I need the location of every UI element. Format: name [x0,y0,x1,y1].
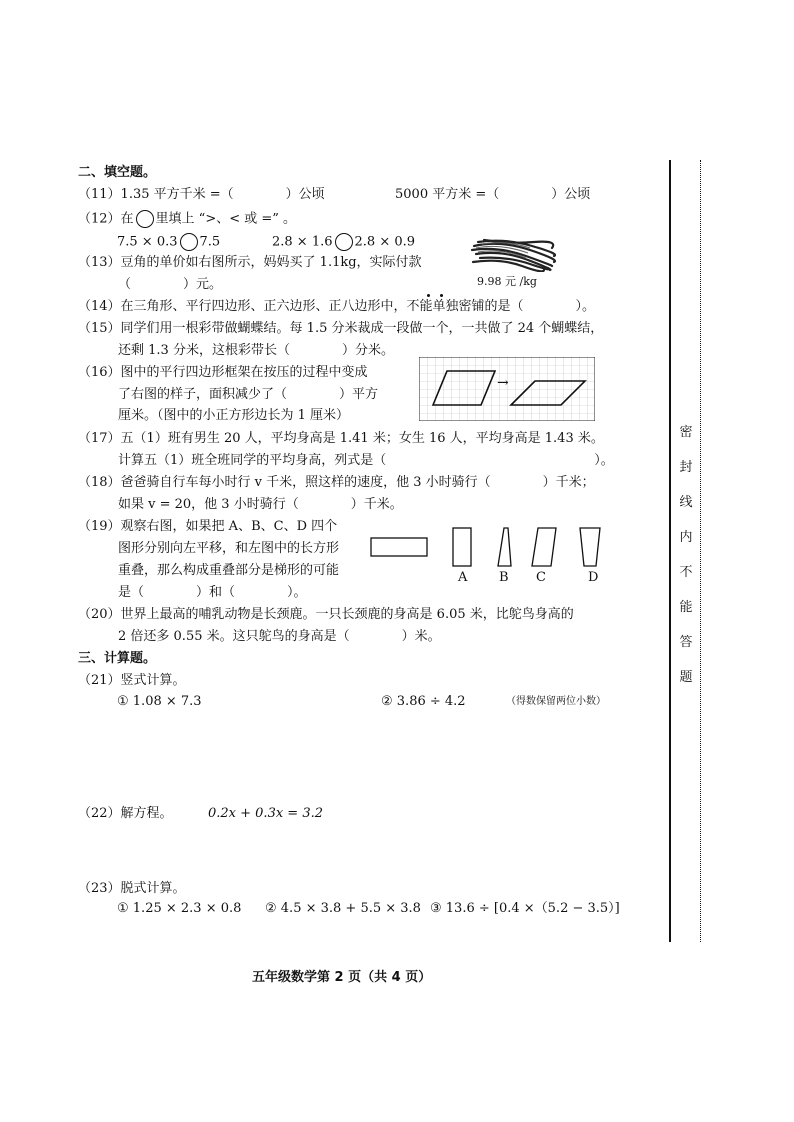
shape-a [453,528,471,566]
q12-expr-2 [272,233,415,252]
q19-line-2: 图形分别向左平移，和左图中的长方形 [118,541,340,556]
emphasis-dot [427,294,430,297]
q12-suffix: 里填上 “>、< 或 =” 。 [155,211,297,227]
q12-e1-right: 7.5 [199,234,221,250]
seal-dotted-line [700,160,701,942]
seal-solid-line [669,160,671,942]
emphasis-dot [440,294,443,297]
q23-a: ① 1.25 × 2.3 × 0.8 [117,901,242,916]
shape-label-c: C [536,570,546,585]
q12-e2-right: 2.8 × 0.9 [354,234,416,250]
shape-b [498,528,511,566]
shape-label-b: B [499,570,509,585]
compare-circle-1[interactable] [180,233,198,251]
q15-line-2: 还剩 1.3 分米，这根彩带长（ ）分米。 [118,343,394,358]
q16-line-2: 了右图的样子，面积减少了（ ）平方 [118,387,379,402]
q11-part-a: （11）1.35 平方千米 =（ ）公顷 [78,187,325,202]
q12-e2-left: 2.8 × 1.6 [272,234,333,250]
q22-equation: 0.2x + 0.3x = 3.2 [208,806,324,821]
seal-char: 内 [679,530,693,545]
q21-a: ① 1.08 × 7.3 [117,694,202,709]
shape-d [580,528,600,566]
seal-char: 能 [679,600,693,615]
q18-line-1: （18）爸爸骑自行车每小时行 v 千米，照这样的速度，他 3 小时骑行（ ）千米； [78,475,595,490]
shape-c [532,528,556,566]
q16-line-1: （16）图中的平行四边形框架在按压的过程中变成 [78,365,368,380]
circle-icon [136,210,154,228]
reference-rectangle [371,538,427,556]
seal-char: 答 [679,635,693,650]
shape-label-d: D [588,570,599,585]
q19-line-4: 是（ ）和（ ）。 [118,585,307,600]
q23-b: ② 4.5 × 3.8 + 5.5 × 3.8 [265,901,421,916]
q22-title: （22）解方程。 [78,806,173,821]
q17-line-1: （17）五（1）班有男生 20 人，平均身高是 1.41 米；女生 16 人，平均身高是 1.43 米。 [78,431,604,446]
q12-prefix: （12）在 [78,211,134,227]
bean-price-label: 9.98 元 /kg [477,275,537,288]
q21-b: ② 3.86 ÷ 4.2 [381,694,466,709]
q12-line [78,210,296,229]
q16-line-3: 厘米。（图中的小正方形边长为 1 厘米） [118,408,350,423]
arrow-icon: → [497,375,509,391]
seal-char: 线 [679,495,693,510]
q18-line-2: 如果 v = 20，他 3 小时骑行（ ）千米。 [118,497,403,512]
green-beans-image [470,236,556,272]
translation-shapes-figure [368,524,612,570]
q12-expr-1 [117,233,220,252]
seal-char: 密 [679,425,693,440]
seal-char: 题 [679,670,693,685]
seal-char: 不 [679,565,693,580]
seal-char: 封 [679,460,693,475]
q11-part-b: 5000 平方米 =（ ）公顷 [395,187,591,202]
shape-label-a: A [458,570,468,585]
q23-title: （23）脱式计算。 [78,881,186,896]
q21-rounding-note: （得数保留两位小数） [506,696,606,707]
q13-line-1: （13）豆角的单价如右图所示，妈妈买了 1.1kg，实际付款 [78,255,422,270]
q20-line-2: 2 倍还多 0.55 米。这只鸵鸟的身高是（ ）米。 [118,629,441,644]
q14-line: （14）在三角形、平行四边形、正六边形、正八边形中，不能单独密铺的是（ ）。 [78,299,596,314]
q15-line-1: （15）同学们用一根彩带做蝴蝶结。每 1.5 分米裁成一段做一个，一共做了 24 个蝴蝶结， [78,321,604,336]
q13-line-2: （ ）元。 [118,277,223,292]
q23-c: ③ 13.6 ÷ [0.4 ×（5.2 − 3.5）] [430,901,620,916]
q21-title: （21）竖式计算。 [78,673,186,688]
q19-line-3: 重叠，那么构成重叠部分是梯形的可能 [118,563,340,578]
page-footer: 五年级数学第 2 页（共 4 页） [252,970,432,985]
q20-line-1: （20）世界上最高的哺乳动物是长颈鹿。一只长颈鹿的身高是 6.05 米，比鸵鸟身高的 [78,607,574,622]
section-title-calculation: 三、计算题。 [78,651,157,666]
section-title-fill-in: 二、填空题。 [78,165,157,180]
compare-circle-2[interactable] [335,233,353,251]
q17-line-2: 计算五（1）班全班同学的平均身高，列式是（ ）。 [118,453,614,468]
q12-e1-left: 7.5 × 0.3 [117,234,178,250]
q19-line-1: （19）观察右图，如果把 A、B、C、D 四个 [78,519,338,534]
